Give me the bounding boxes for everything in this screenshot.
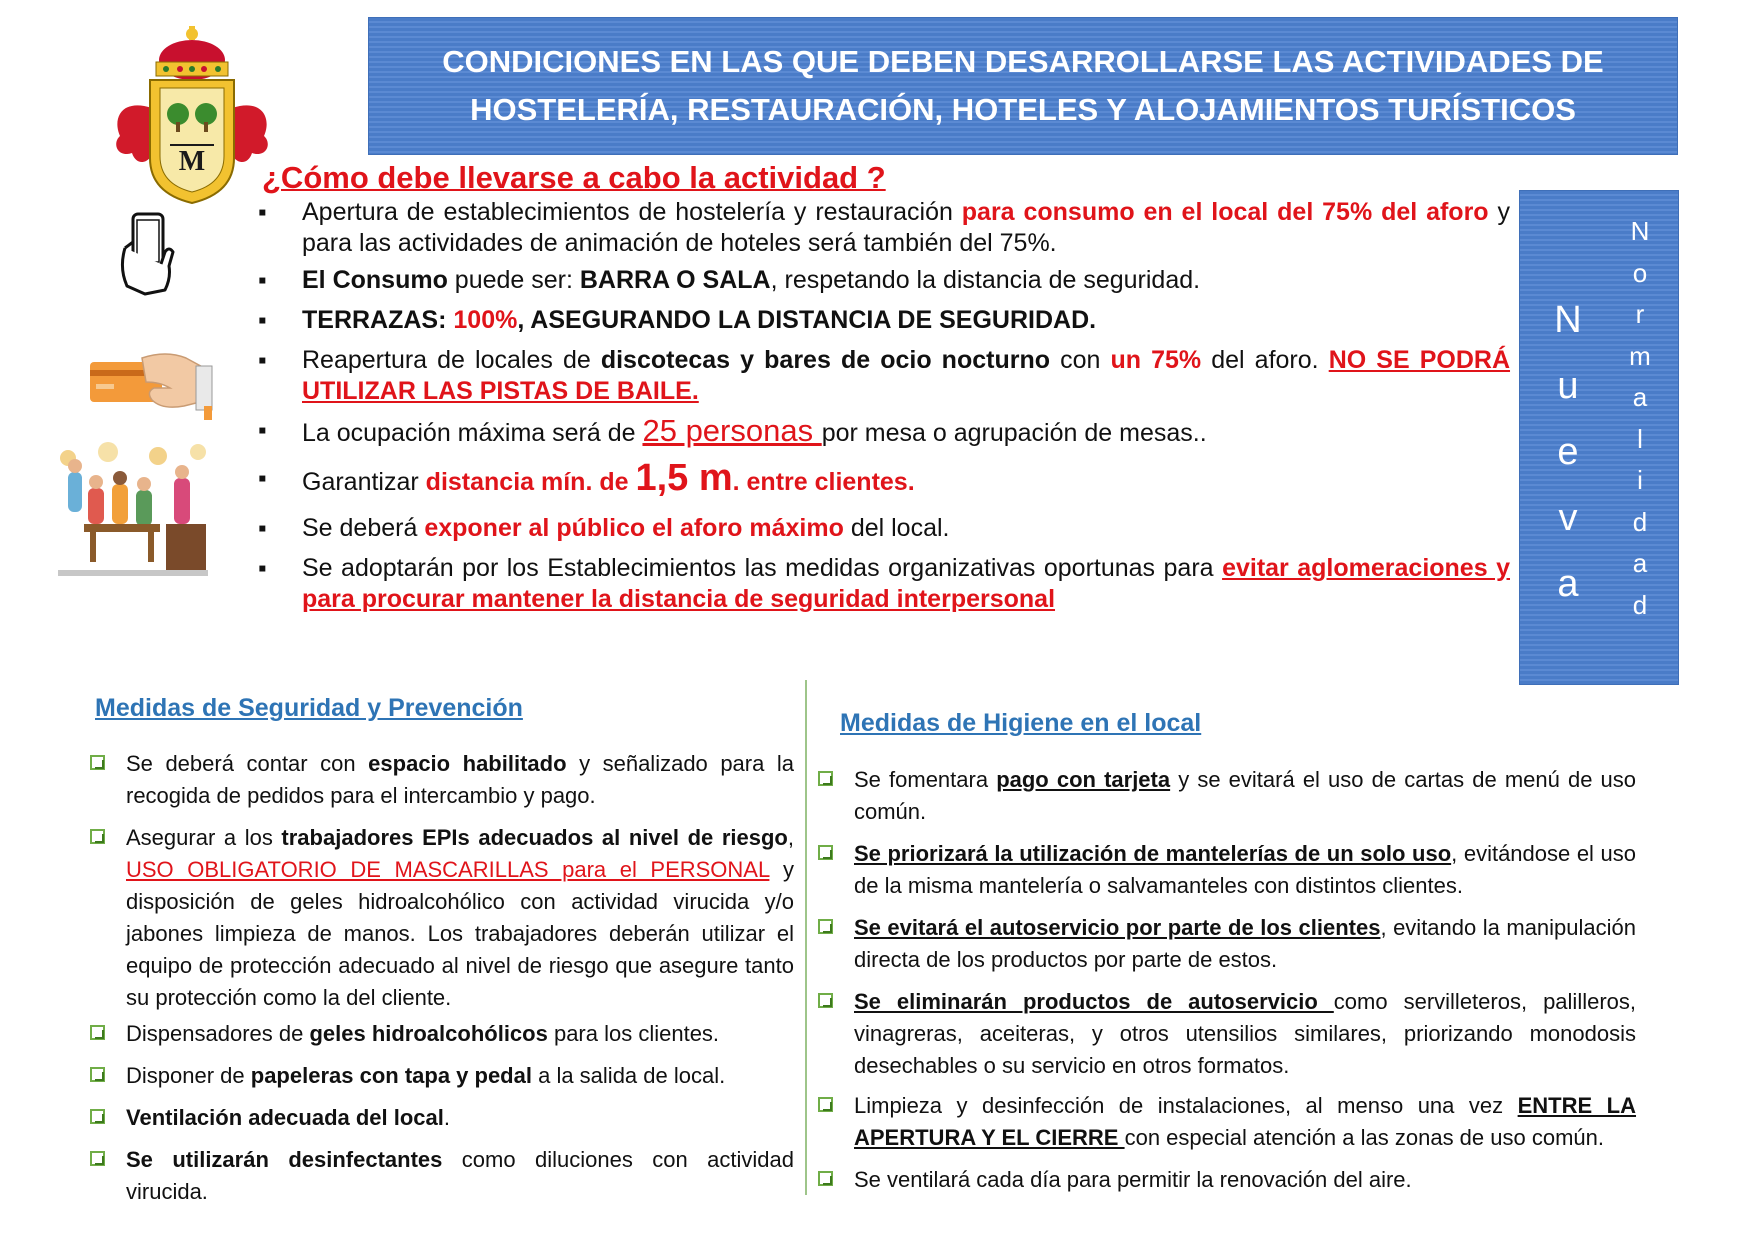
- nueva-letter: e: [1557, 431, 1579, 473]
- activity-bullet-occupancy: ▪ La ocupación máxima será de 25 personas por mesa o agrupación de mesas..: [258, 415, 1510, 449]
- normalidad-letter: N: [1630, 216, 1650, 246]
- activity-bullet-consumption: ▪ El Consumo puede ser: BARRA O SALA, respetando la distancia de seguridad.: [258, 265, 1510, 296]
- normalidad-letter: d: [1632, 506, 1648, 537]
- checkbox-icon: [90, 755, 105, 770]
- safety-item-ppe: Asegurar a los trabajadores EPIs adecuados al nivel de riesgo, USO OBLIGATORIO DE MASCARILLAS para el PERSONAL y disposición de geles hidroalcohólico con actividad virucida y/o jabones limpieza de manos. Los trabajadores deberán utilizar el equipo de protección adecuado al nivel de riesgo que asegure tanto su protección como la del cliente.: [90, 822, 794, 1014]
- checkbox-icon: [90, 1025, 105, 1040]
- normalidad-letter: i: [1637, 465, 1643, 495]
- checkbox-icon: [818, 993, 833, 1008]
- nueva-word: [1544, 287, 1592, 617]
- normalidad-letter: m: [1629, 340, 1651, 371]
- banner-title-line-2: HOSTELERÍA, RESTAURACIÓN, HOTELES Y ALOJAMIENTOS TURÍSTICOS: [470, 92, 1576, 127]
- checkbox-icon: [818, 771, 833, 786]
- safety-item-bins: Disponer de papeleras con tapa y pedal a la salida de local.: [90, 1060, 794, 1092]
- checkbox-icon: [90, 829, 105, 844]
- safety-section-title: Medidas de Seguridad y Prevención: [95, 694, 523, 722]
- hygiene-item-daily-ventilation: Se ventilará cada día para permitir la renovación del aire.: [818, 1164, 1636, 1196]
- header-banner: [368, 17, 1678, 155]
- nueva-normalidad-panel: [1519, 190, 1679, 685]
- hygiene-item-card-payment: Se fomentara pago con tarjeta y se evitará el uso de cartas de menú de uso común.: [818, 764, 1636, 828]
- nueva-letter: a: [1557, 563, 1579, 605]
- safety-item-dispensers: Dispensadores de geles hidroalcohólicos para los clientes.: [90, 1018, 794, 1050]
- activity-bullet-nightlife: ▪ Reapertura de locales de discotecas y bares de ocio nocturno con un 75% del aforo. NO SE PODRÁ UTILIZAR LAS PISTAS DE BAILE.: [258, 345, 1510, 407]
- column-divider: [805, 680, 807, 1195]
- hygiene-section-title: Medidas de Higiene en el local: [840, 709, 1202, 737]
- checkbox-icon: [90, 1109, 105, 1124]
- normalidad-letter: a: [1632, 548, 1648, 578]
- activity-title: ¿Cómo debe llevarse a cabo la actividad ?: [262, 160, 886, 195]
- activity-bullet-display-capacity: ▪ Se deberá exponer al público el aforo máximo del local.: [258, 513, 1510, 544]
- normalidad-letter: d: [1632, 589, 1648, 620]
- coat-of-arms-icon: [112, 18, 272, 208]
- checkbox-icon: [818, 919, 833, 934]
- activity-bullet-terraces: ▪ TERRAZAS: 100%, ASEGURANDO LA DISTANCIA DE SEGURIDAD.: [258, 305, 1510, 336]
- checkbox-icon: [818, 1171, 833, 1186]
- hygiene-item-no-self-service: Se evitará el autoservicio por parte de los clientes, evitando la manipulación directa de los productos por parte de estos.: [818, 912, 1636, 976]
- nueva-letter: v: [1558, 497, 1578, 539]
- checkbox-icon: [818, 845, 833, 860]
- hygiene-item-single-use-linens: Se priorizará la utilización de mantelerías de un solo uso, evitándose el uso de la misma mantelería o salvamanteles con distintos clientes.: [818, 838, 1636, 902]
- nueva-letter: u: [1557, 365, 1579, 407]
- bar-people-icon: [48, 438, 214, 578]
- checkbox-icon: [90, 1067, 105, 1082]
- normalidad-word: [1620, 211, 1660, 626]
- safety-item-disinfectants: Se utilizarán desinfectantes como diluciones con actividad virucida.: [90, 1144, 794, 1208]
- smartphone-icon: [115, 208, 185, 298]
- crest-letter: M: [178, 146, 206, 177]
- banner-title-line-1: CONDICIONES EN LAS QUE DEBEN DESARROLLARSE LAS ACTIVIDADES DE: [442, 44, 1604, 79]
- checkbox-icon: [818, 1097, 833, 1112]
- hygiene-item-cleaning: Limpieza y desinfección de instalaciones, al menso una vez ENTRE LA APERTURA Y EL CIERRE con especial atención a las zonas de uso común.: [818, 1090, 1636, 1154]
- normalidad-letter: o: [1632, 257, 1648, 288]
- safety-item-pickup-area: Se deberá contar con espacio habilitado y señalizado para la recogida de pedidos para el intercambio y pago.: [90, 748, 794, 812]
- nueva-letter: N: [1554, 299, 1582, 341]
- card-payment-icon: [86, 348, 216, 422]
- normalidad-letter: l: [1637, 423, 1643, 454]
- checkbox-icon: [90, 1151, 105, 1166]
- normalidad-letter: a: [1632, 382, 1648, 412]
- activity-bullet-organization: ▪ Se adoptarán por los Establecimientos las medidas organizativas oportunas para evitar aglomeraciones y para procurar mantener la distancia de seguridad interpersonal: [258, 553, 1510, 615]
- activity-bullet-distance: ▪ Garantizar distancia mín. de 1,5 m. entre clientes.: [258, 463, 1510, 498]
- normalidad-letter: r: [1635, 299, 1645, 329]
- hygiene-item-remove-products: Se eliminarán productos de autoservicio como servilleteros, palilleros, vinagreras, aceiteras, y otros utensilios similares, priorizando monodosis desechables o su servicio en otros formatos.: [818, 986, 1636, 1082]
- safety-item-ventilation: Ventilación adecuada del local.: [90, 1102, 794, 1134]
- activity-bullet-capacity: ▪ Apertura de establecimientos de hostelería y restauración para consumo en el local del 75% del aforo y para las actividades de animación de hoteles será también del 75%.: [258, 197, 1510, 259]
